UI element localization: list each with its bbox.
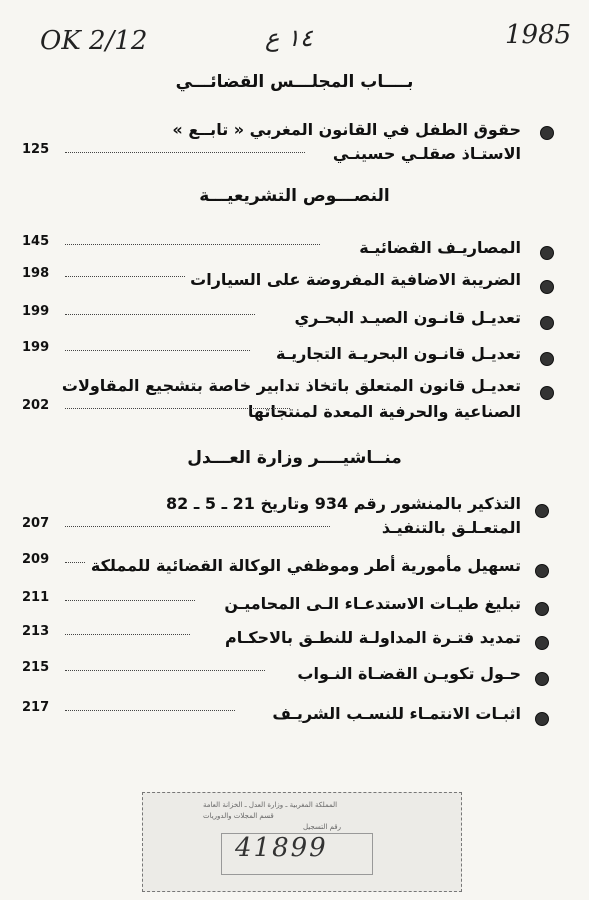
bullet-icon (540, 280, 554, 294)
bullet-icon (535, 602, 549, 616)
entry-title-line: التذكير بالمنشور رقم 934 وتاريخ 21 ـ 5 ـ 82 (166, 494, 521, 513)
stamp-line-1: المملكة المغربية ـ وزارة العدل ـ الخزانة العامة (203, 801, 338, 809)
entry-title-line: تسهيل مأمورية أطر وموظفي الوكالة القضائية للمملكة (90, 556, 521, 575)
toc-entry[interactable] (0, 494, 589, 554)
entry-title-line-2: المتعـلـق بالتنفيـذ (381, 518, 521, 537)
library-stamp (142, 792, 462, 892)
bullet-icon (540, 386, 554, 400)
toc-entry[interactable] (0, 120, 589, 180)
dotted-leader (65, 634, 190, 635)
page-number: 213 (22, 624, 50, 639)
page-number: 207 (22, 516, 50, 531)
entry-title-line: تعديـل قانـون البحريـة التجاريـة (275, 344, 521, 363)
dotted-leader (65, 244, 320, 245)
bullet-icon (535, 712, 549, 726)
entry-title-line: الضريبة الاضافية المفروضة على السيارات (190, 270, 521, 289)
page-number: 217 (22, 700, 50, 715)
page-number: 211 (22, 590, 50, 605)
dotted-leader (65, 670, 265, 671)
page-number: 215 (22, 660, 50, 675)
stamp-line-3: رقم التسجيل (303, 823, 341, 831)
page-number: 198 (22, 266, 50, 281)
entry-title-line: اثبـات الانتمـاء للنسـب الشريـف (272, 704, 521, 723)
toc-entry[interactable] (0, 374, 589, 434)
dotted-leader (65, 314, 255, 315)
page-number: 202 (22, 398, 50, 413)
section-title-ministry-circulars: منــاشيــــر وزارة العـــدل (187, 448, 402, 468)
section-title-judicial-council: بــــاب المجلـــس القضائـــي (175, 72, 414, 92)
bullet-icon (540, 246, 554, 260)
page-number: 209 (22, 552, 50, 567)
dotted-leader (65, 152, 305, 153)
bullet-icon (540, 126, 554, 140)
stamp-line-2: قسم المجلات والدوريات (203, 812, 274, 820)
entry-title-line: حقوق الطفل في القانون المغربي « تابــع » (172, 120, 521, 139)
entry-title-line: حـول تكويـن القضـاة النـواب (297, 664, 521, 683)
entry-title-line: المصاريـف القضائيـة (359, 238, 521, 257)
dotted-leader (65, 710, 235, 711)
entry-title-line-2: الصناعية والحرفية المعدة لمنتجاتها (247, 402, 521, 421)
section-title-legislative-texts: النصـــوص التشريعيـــة (199, 186, 390, 206)
stamp-registration-number: 41899 (235, 833, 328, 863)
entry-title-line: تبليغ طيـات الاستدعـاء الـى المحاميـن (224, 594, 521, 613)
bullet-icon (540, 316, 554, 330)
page-number: 145 (22, 234, 50, 249)
dotted-leader (65, 276, 185, 277)
dotted-leader (65, 408, 290, 409)
page-number: 125 (22, 142, 50, 157)
bullet-icon (535, 504, 549, 518)
entry-author-line: الاستـاذ صقلـي حسينـي (332, 144, 521, 163)
page-number: 199 (22, 304, 50, 319)
bullet-icon (535, 564, 549, 578)
entry-title-line: تعديـل قانـون الصيـد البحـري (294, 308, 521, 327)
dotted-leader (65, 600, 195, 601)
bullet-icon (535, 672, 549, 686)
page-number: 199 (22, 340, 50, 355)
dotted-leader (65, 526, 330, 527)
bullet-icon (535, 636, 549, 650)
entry-title-line: تمديد فتـرة المداولـة للنطـق بالاحكـام (225, 628, 521, 647)
dotted-leader (65, 350, 250, 351)
toc-entry[interactable] (0, 700, 589, 760)
handwritten-ok-note: OK 2/12 (40, 26, 148, 56)
entry-title-line: تعديـل قانون المتعلق باتخاذ تدابير خاصة بتشجيع المقاولات (61, 376, 521, 395)
handwritten-middle-note: ١٤ ع (265, 24, 313, 52)
handwritten-year: 1985 (505, 20, 572, 50)
bullet-icon (540, 352, 554, 366)
dotted-leader (65, 562, 85, 563)
